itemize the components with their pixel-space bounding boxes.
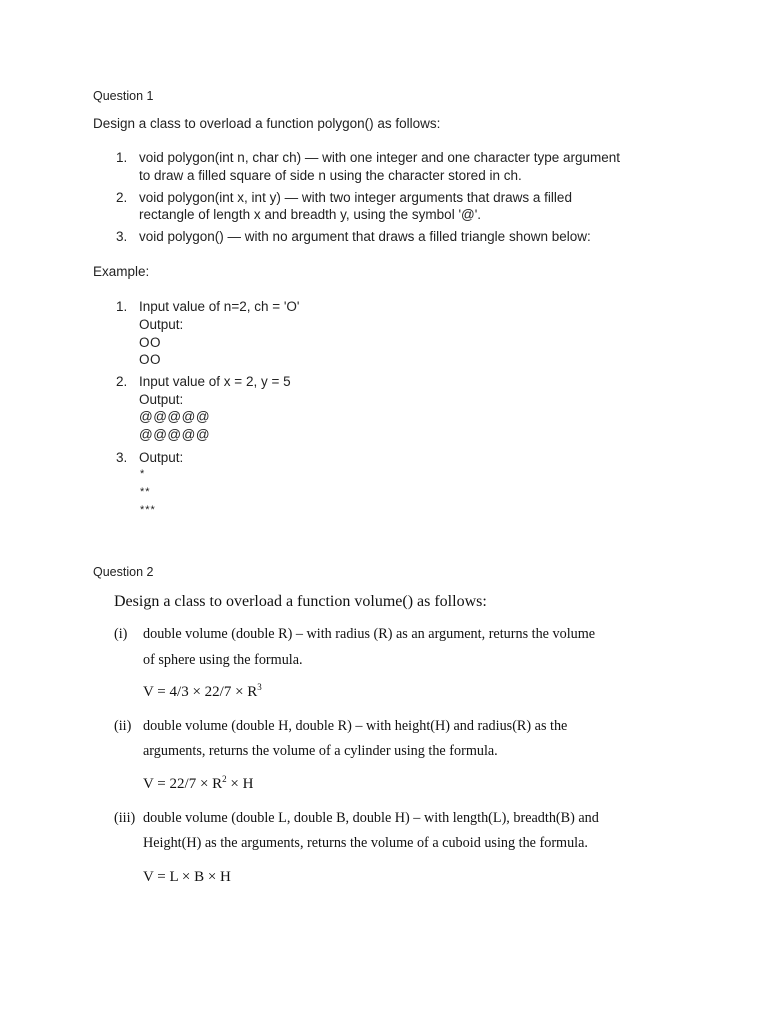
question-2-intro: Design a class to overload a function volume() as follows:	[114, 593, 487, 610]
example-1-output-label: Output:	[139, 317, 184, 332]
q1-item-1-number: 1.	[116, 150, 128, 165]
q2-item-1-number: (i)	[114, 626, 128, 642]
question-1-intro: Design a class to overload a function polygon() as follows:	[93, 116, 441, 131]
q1-item-1-line-1: void polygon(int n, char ch) — with one integer and one character type argument	[139, 150, 621, 165]
q2-item-3-number: (iii)	[114, 810, 136, 826]
example-2-output-label: Output:	[139, 392, 184, 407]
q2-item-2-line-2: arguments, returns the volume of a cylinder using the formula.	[143, 743, 498, 759]
example-3-output-label: Output:	[139, 450, 184, 465]
q1-item-3-number: 3.	[116, 229, 128, 244]
example-3-output-line: *	[140, 468, 146, 480]
example-2-output-line: @@@@@	[139, 427, 211, 442]
sphere-volume-formula	[143, 684, 262, 701]
formula-tail: × H	[226, 776, 254, 792]
formula-exponent: 3	[257, 682, 262, 692]
example-3-output-line: ***	[140, 504, 156, 516]
example-1-input: Input value of n=2, ch = 'O'	[139, 299, 300, 314]
example-3-output-line: **	[140, 486, 151, 498]
question-1-title: Question 1	[93, 89, 154, 103]
q1-item-2-line-1: void polygon(int x, int y) — with two integer arguments that draws a filled	[139, 190, 572, 205]
formula-exponent: 2	[222, 774, 227, 784]
example-1-number: 1.	[116, 299, 128, 314]
example-2-number: 2.	[116, 374, 128, 389]
example-label: Example:	[93, 264, 150, 279]
q1-item-3-line-1: void polygon() — with no argument that draws a filled triangle shown below:	[139, 229, 591, 244]
example-1-output-line: OO	[139, 335, 162, 350]
q2-item-3-line-2: Height(H) as the arguments, returns the volume of a cuboid using the formula.	[143, 835, 588, 851]
q2-item-2-number: (ii)	[114, 718, 132, 734]
q1-item-2-line-2: rectangle of length x and breadth y, using the symbol '@'.	[139, 207, 482, 222]
example-2-input: Input value of x = 2, y = 5	[139, 374, 291, 389]
q2-item-1-line-2: of sphere using the formula.	[143, 652, 303, 668]
example-3-number: 3.	[116, 450, 128, 465]
question-2-title: Question 2	[93, 565, 154, 579]
example-1-output-line: OO	[139, 352, 162, 367]
example-2-output-line: @@@@@	[139, 409, 211, 424]
q2-item-3-line-1: double volume (double L, double B, double H) – with length(L), breadth(B) and	[143, 810, 599, 826]
formula-text: V = 4/3 × 22/7 × R	[143, 684, 258, 700]
cuboid-volume-formula: V = L × B × H	[143, 869, 231, 885]
q2-item-2-line-1: double volume (double H, double R) – with height(H) and radius(R) as the	[143, 718, 568, 734]
cylinder-volume-formula	[143, 776, 253, 793]
q2-item-1-line-1: double volume (double R) – with radius (R) as an argument, returns the volume	[143, 626, 596, 642]
formula-text: V = 22/7 × R	[143, 776, 223, 792]
q1-item-1-line-2: to draw a filled square of side n using the character stored in ch.	[139, 168, 522, 183]
q1-item-2-number: 2.	[116, 190, 128, 205]
